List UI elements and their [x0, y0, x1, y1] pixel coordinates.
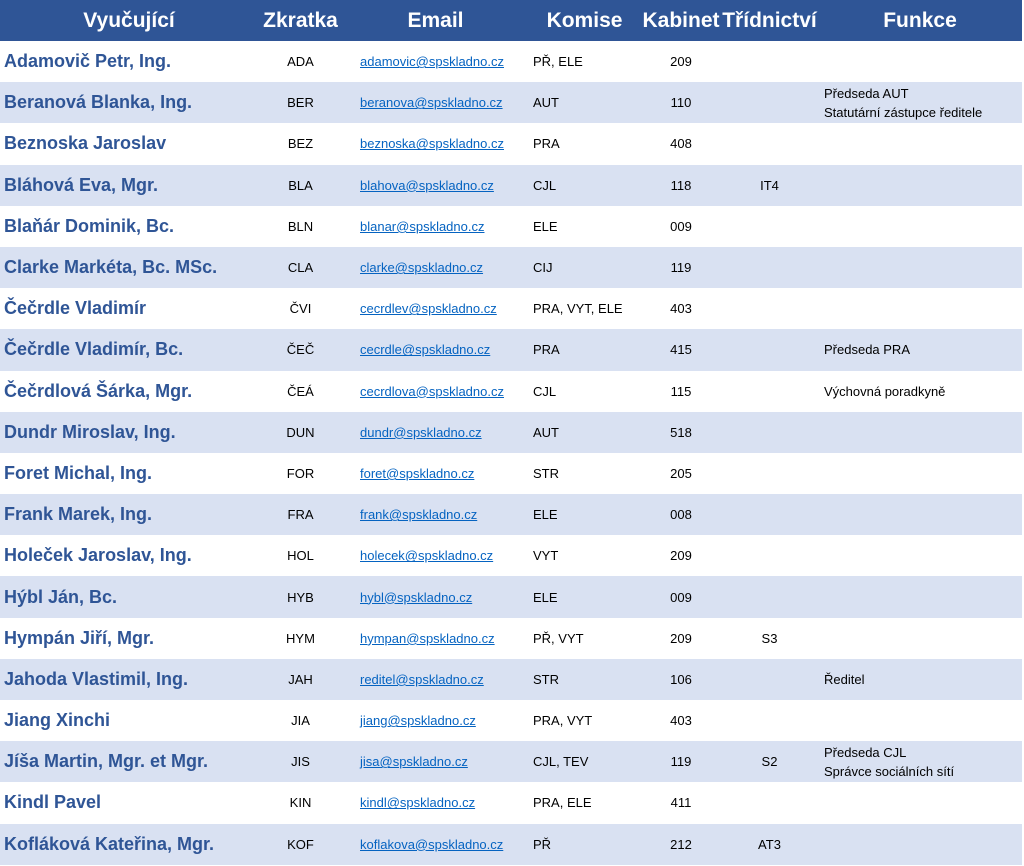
teacher-kabinet: 518 — [670, 424, 692, 440]
teacher-email-link[interactable]: jiang@spskladno.cz — [360, 713, 476, 729]
teacher-abbr: FOR — [286, 465, 315, 481]
teacher-email-link[interactable]: blahova@spskladno.cz — [360, 177, 494, 193]
teacher-abbr: HYM — [286, 630, 315, 646]
teacher-kabinet: 119 — [670, 754, 692, 770]
header-kabinet: Kabinet — [642, 8, 720, 32]
teacher-email-link[interactable]: beranova@spskladno.cz — [360, 95, 503, 111]
teacher-funkce — [818, 453, 1022, 494]
teacher-abbr: BER — [287, 95, 314, 111]
table-body — [0, 41, 1022, 865]
teacher-name: Čečrdle Vladimír — [4, 298, 147, 319]
table-row — [0, 576, 1022, 617]
teacher-abbr: ČVI — [289, 301, 312, 317]
teacher-abbr: KOF — [287, 836, 314, 852]
teacher-email-link[interactable]: frank@spskladno.cz — [360, 507, 478, 523]
teacher-abbr: HYB — [287, 589, 314, 605]
table-row — [0, 741, 1022, 782]
teacher-kabinet: 008 — [670, 507, 692, 523]
teacher-komise: PRA, VYT, ELE — [533, 301, 623, 317]
funkce-line: Statutární zástupce ředitele — [824, 104, 983, 120]
teacher-email-link[interactable]: cecrdle@spskladno.cz — [360, 342, 491, 358]
header-tridnictvi: Třídnictví — [722, 8, 817, 32]
teacher-kabinet: 209 — [670, 548, 692, 564]
teacher-tridnictvi — [721, 576, 818, 617]
header-komise: Komise — [546, 8, 623, 32]
teacher-komise: PŘ — [533, 836, 552, 852]
teacher-komise: PRA, ELE — [533, 795, 592, 811]
teacher-kabinet: 403 — [670, 713, 692, 729]
teacher-name: Čečrdlová Šárka, Mgr. — [4, 380, 193, 401]
table-row — [0, 412, 1022, 453]
teacher-komise: AUT — [533, 95, 559, 111]
teacher-email-link[interactable]: blanar@spskladno.cz — [360, 218, 485, 234]
teacher-tridnictvi: S3 — [761, 630, 778, 646]
funkce-line: Předseda PRA — [824, 342, 910, 358]
teacher-tridnictvi — [721, 453, 818, 494]
teacher-email-link[interactable]: koflakova@spskladno.cz — [360, 836, 504, 852]
teacher-tridnictvi — [721, 371, 818, 412]
teacher-funkce — [818, 741, 1022, 782]
teacher-abbr: BEZ — [287, 136, 314, 152]
teacher-tridnictvi — [721, 782, 818, 823]
teacher-name: Adamovič Petr, Ing. — [4, 51, 172, 72]
teacher-komise: CJL — [533, 177, 557, 193]
teacher-tridnictvi — [721, 288, 818, 329]
teacher-komise: ELE — [533, 218, 558, 234]
teacher-komise: PRA — [533, 342, 560, 358]
teacher-kabinet: 009 — [670, 218, 692, 234]
teacher-funkce — [818, 494, 1022, 535]
teacher-funkce — [818, 618, 1022, 659]
teacher-kabinet: 408 — [670, 136, 692, 152]
teacher-email-link[interactable]: hympan@spskladno.cz — [360, 630, 495, 646]
teacher-komise: ELE — [533, 589, 558, 605]
teacher-kabinet: 209 — [670, 54, 692, 70]
teacher-name: Jiang Xinchi — [4, 710, 111, 731]
teacher-kabinet: 415 — [670, 342, 692, 358]
teacher-komise: PŘ, ELE — [533, 54, 583, 70]
teacher-komise: AUT — [533, 424, 559, 440]
teacher-komise: STR — [533, 671, 559, 687]
teacher-email-link[interactable]: cecrdlova@spskladno.cz — [360, 383, 504, 399]
funkce-line: Předseda CJL — [824, 744, 907, 760]
teacher-abbr: CLA — [287, 260, 314, 276]
teacher-funkce — [818, 659, 1022, 700]
teacher-tridnictvi — [721, 700, 818, 741]
teacher-abbr: DUN — [286, 424, 315, 440]
teacher-kabinet: 411 — [670, 795, 692, 811]
teacher-email-link[interactable]: kindl@spskladno.cz — [360, 795, 476, 811]
teacher-email-link[interactable]: cecrdlev@spskladno.cz — [360, 301, 497, 317]
teacher-tridnictvi — [721, 659, 818, 700]
teacher-komise: CIJ — [533, 260, 553, 276]
teacher-abbr: ČEÁ — [287, 383, 314, 399]
funkce-line: Správce sociálních sítí — [824, 763, 955, 779]
teacher-tridnictvi: AT3 — [758, 836, 781, 852]
teacher-kabinet: 119 — [670, 260, 692, 276]
header-abbr: Zkratka — [263, 8, 338, 32]
teacher-komise: VYT — [533, 548, 559, 564]
table-row — [0, 453, 1022, 494]
funkce-line: Předseda AUT — [824, 85, 909, 101]
teacher-abbr: HOL — [287, 548, 314, 564]
teacher-kabinet: 110 — [670, 95, 692, 111]
teacher-name: Jahoda Vlastimil, Ing. — [4, 668, 189, 689]
table-row — [0, 659, 1022, 700]
teacher-komise: PŘ, VYT — [533, 630, 584, 646]
teacher-funkce — [818, 576, 1022, 617]
teacher-tridnictvi — [721, 412, 818, 453]
teacher-email-link[interactable]: dundr@spskladno.cz — [360, 424, 482, 440]
teacher-kabinet: 009 — [670, 589, 692, 605]
teacher-abbr: KIN — [289, 795, 312, 811]
table-header — [0, 0, 1022, 41]
teacher-komise: CJL, TEV — [533, 754, 589, 770]
teacher-funkce — [818, 782, 1022, 823]
teacher-name: Čečrdle Vladimír, Bc. — [4, 339, 184, 360]
teacher-funkce — [818, 165, 1022, 206]
teacher-name: Hýbl Ján, Bc. — [4, 586, 118, 607]
teacher-email-link[interactable]: jisa@spskladno.cz — [360, 754, 468, 770]
table-row — [0, 247, 1022, 288]
teacher-abbr: JAH — [288, 671, 313, 687]
teacher-name: Jíša Martin, Mgr. et Mgr. — [4, 751, 209, 772]
teacher-name: Blaňár Dominik, Bc. — [4, 215, 175, 236]
teacher-funkce — [818, 535, 1022, 576]
teacher-kabinet: 115 — [670, 383, 692, 399]
funkce-line: Ředitel — [824, 671, 865, 687]
table-row — [0, 206, 1022, 247]
teacher-name: Bláhová Eva, Mgr. — [4, 174, 159, 195]
teacher-tridnictvi — [721, 535, 818, 576]
teacher-tridnictvi — [721, 82, 818, 123]
teacher-email-link[interactable]: beznoska@spskladno.cz — [360, 136, 504, 152]
teacher-abbr: FRA — [287, 507, 314, 523]
teacher-kabinet: 209 — [670, 630, 692, 646]
header-funkce: Funkce — [883, 8, 957, 32]
table-row — [0, 618, 1022, 659]
table-row — [0, 123, 1022, 164]
teacher-kabinet: 118 — [670, 177, 692, 193]
teacher-funkce — [818, 824, 1022, 865]
teacher-email-link[interactable]: holecek@spskladno.cz — [360, 548, 494, 564]
teacher-funkce — [818, 700, 1022, 741]
teacher-komise: PRA, VYT — [533, 713, 593, 729]
teacher-name: Kofláková Kateřina, Mgr. — [4, 833, 215, 854]
teacher-funkce — [818, 123, 1022, 164]
table-row — [0, 494, 1022, 535]
teacher-abbr: BLA — [288, 177, 313, 193]
teacher-funkce — [818, 412, 1022, 453]
teacher-name: Kindl Pavel — [4, 792, 102, 813]
teacher-email-link[interactable]: clarke@spskladno.cz — [360, 260, 484, 276]
teacher-email-link[interactable]: foret@spskladno.cz — [360, 465, 475, 481]
table-row — [0, 782, 1022, 823]
teacher-funkce — [818, 247, 1022, 288]
table-row — [0, 288, 1022, 329]
teacher-funkce — [818, 41, 1022, 82]
funkce-line: Výchovná poradkyně — [824, 383, 946, 399]
teacher-tridnictvi — [721, 247, 818, 288]
teacher-funkce — [818, 206, 1022, 247]
teacher-name: Hympán Jiří, Mgr. — [4, 627, 155, 648]
teacher-funkce — [818, 371, 1022, 412]
table-row — [0, 700, 1022, 741]
teacher-tridnictvi — [721, 329, 818, 370]
table-row — [0, 41, 1022, 82]
teacher-email-link[interactable]: reditel@spskladno.cz — [360, 671, 484, 687]
table-row — [0, 165, 1022, 206]
teacher-funkce — [818, 82, 1022, 123]
teacher-komise: PRA — [533, 136, 560, 152]
teacher-kabinet: 403 — [670, 301, 692, 317]
header-name: Vyučující — [83, 8, 175, 32]
teacher-tridnictvi — [721, 41, 818, 82]
teacher-abbr: BLN — [287, 218, 314, 234]
table-row — [0, 535, 1022, 576]
header-email: Email — [407, 8, 464, 32]
teacher-tridnictvi — [721, 206, 818, 247]
teacher-name: Holeček Jaroslav, Ing. — [4, 545, 192, 566]
teacher-name: Foret Michal, Ing. — [4, 462, 153, 483]
teacher-kabinet: 106 — [670, 671, 692, 687]
teacher-kabinet: 205 — [670, 465, 692, 481]
teacher-kabinet: 212 — [670, 836, 692, 852]
teacher-tridnictvi — [721, 494, 818, 535]
teacher-tridnictvi: S2 — [761, 754, 778, 770]
teacher-tridnictvi: IT4 — [760, 177, 779, 193]
table-row — [0, 371, 1022, 412]
teacher-komise: STR — [533, 465, 559, 481]
teacher-name: Beranová Blanka, Ing. — [4, 92, 193, 113]
teacher-email-link[interactable]: adamovic@spskladno.cz — [360, 54, 504, 70]
teacher-name: Dundr Miroslav, Ing. — [4, 421, 176, 442]
teacher-abbr: JIA — [291, 713, 310, 729]
teacher-komise: ELE — [533, 507, 558, 523]
teacher-komise: CJL — [533, 383, 557, 399]
teacher-email-link[interactable]: hybl@spskladno.cz — [360, 589, 473, 605]
teacher-abbr: ČEČ — [286, 342, 315, 358]
teacher-abbr: ADA — [287, 54, 314, 70]
teacher-name: Frank Marek, Ing. — [4, 504, 153, 525]
teacher-abbr: JIS — [291, 754, 310, 770]
table-row — [0, 82, 1022, 123]
teacher-name: Clarke Markéta, Bc. MSc. — [4, 257, 218, 278]
teacher-funkce — [818, 329, 1022, 370]
table-row — [0, 824, 1022, 865]
teacher-name: Beznoska Jaroslav — [4, 133, 167, 154]
teacher-funkce — [818, 288, 1022, 329]
teacher-tridnictvi — [721, 123, 818, 164]
table-row — [0, 329, 1022, 370]
